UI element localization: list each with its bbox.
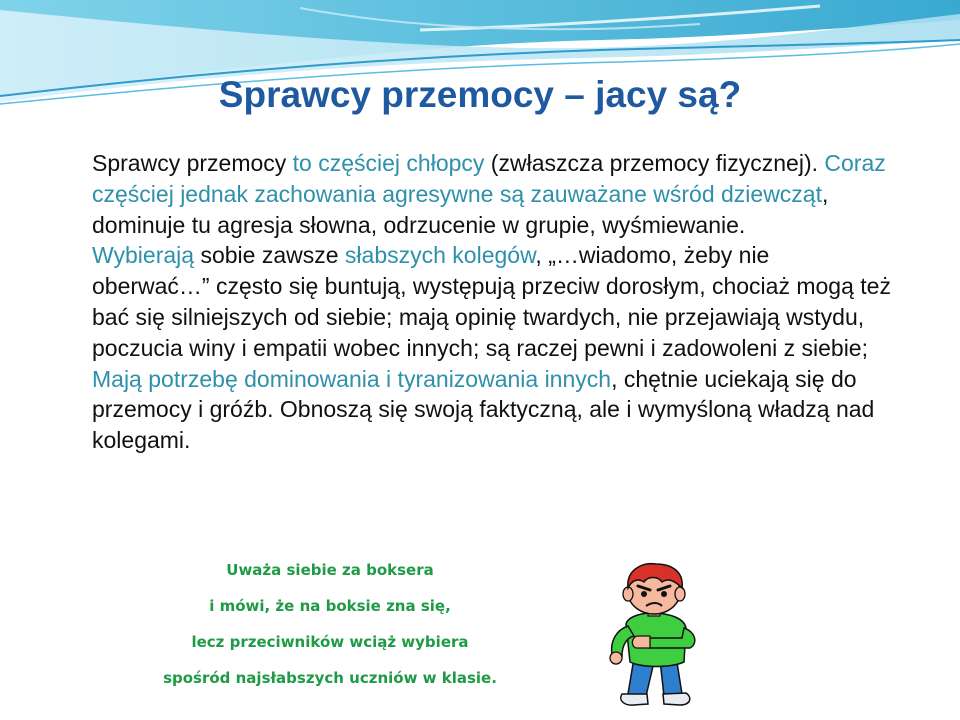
text-run: sobie zawsze xyxy=(194,242,345,269)
text-run-highlight: Wybierają xyxy=(92,242,195,269)
text-run-highlight: Mają potrzebę dominowania i tyranizowania innych xyxy=(92,365,612,392)
caption-line: lecz przeciwników wciąż wybiera xyxy=(191,633,469,651)
text-run: Sprawcy przemocy xyxy=(92,150,293,176)
text-run: , „…wiadomo, żeby nie oberwać…” często się buntują, występują przeciw dorosłym, chociaż mogą też bać się silniejszych od siebie; mają opinię twardych, nie przejawiają wstydu, poczucia winy i empatii wobec innych; są raczej pewni i zadowoleni z siebie; xyxy=(92,242,891,361)
caption-line: Uważa siebie za boksera xyxy=(226,561,434,579)
paragraph-1 xyxy=(92,148,892,240)
text-run-highlight: słabszych kolegów xyxy=(344,242,536,269)
text-run: , chętnie uciekają się do przemocy i gróźb. Obnoszą się swoją faktyczną, ale i wymyśloną władzą nad kolegami. xyxy=(92,365,875,454)
text-run: (zwłaszcza przemocy fizycznej). xyxy=(484,150,825,176)
paragraph-3 xyxy=(92,364,892,456)
text-run-highlight: to częściej chłopcy xyxy=(292,150,485,176)
paragraph-2 xyxy=(92,240,892,363)
angry-boy-illustration xyxy=(598,558,712,708)
slide-body xyxy=(92,148,892,456)
slide-title: Sprawcy przemocy – jacy są? xyxy=(218,74,742,115)
caption-line: i mówi, że na boksie zna się, xyxy=(209,597,451,615)
text-run-highlight: Coraz częściej jednak zachowania agresywne są zauważane wśród dziewcząt xyxy=(92,150,886,207)
poem-caption xyxy=(160,552,500,696)
caption-line: spośród najsłabszych uczniów w klasie. xyxy=(163,669,497,687)
text-run: , dominuje tu agresja słowna, odrzucenie w grupie, wyśmiewanie. xyxy=(92,180,829,238)
